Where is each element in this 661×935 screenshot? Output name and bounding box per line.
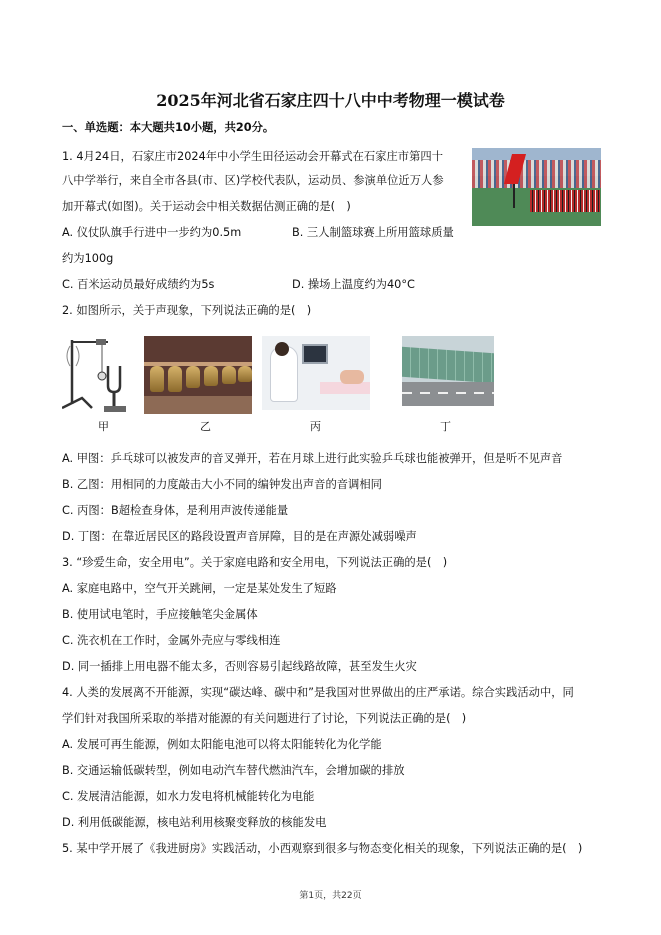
q2-stem: 2. 如图所示，关于声现象，下列说法正确的是( ) bbox=[62, 304, 312, 317]
figure-label-bing: 丙 bbox=[310, 420, 321, 433]
q4-option-a: A. 发展可再生能源，例如太阳能电池可以将太阳能转化为化学能 bbox=[62, 738, 382, 751]
q3-option-c: C. 洗衣机在工作时，金属外壳应与零线相连 bbox=[62, 634, 281, 647]
q1-option-c: C. 百米运动员最好成绩约为5s bbox=[62, 278, 215, 291]
q1-option-d: D. 操场上温度约为40°C bbox=[292, 278, 415, 291]
q3-stem: 3. “珍爱生命，安全用电”。关于家庭电路和安全用电，下列说法正确的是( ) bbox=[62, 556, 448, 569]
q4-stem-line2: 学们针对我国所采取的举措对能源的有关问题进行了讨论，下列说法正确的是( ) bbox=[62, 712, 467, 725]
figure-label-jia: 甲 bbox=[98, 420, 109, 433]
page-footer: 第1页，共22页 bbox=[299, 891, 362, 901]
q4-option-c: C. 发展清洁能源，如水力发电将机械能转化为电能 bbox=[62, 790, 315, 803]
q2-option-d: D. 丁图：在靠近居民区的路段设置声音屏障，目的是在声源处减弱噪声 bbox=[62, 530, 417, 543]
q2-option-a: A. 甲图：乒乓球可以被发声的音叉弹开，若在月球上进行此实验乒乓球也能被弹开，但是听不见声音 bbox=[62, 452, 563, 465]
sound-barrier-figure bbox=[402, 336, 494, 406]
figure-label-ding: 丁 bbox=[440, 420, 451, 433]
q1-option-a: A. 仪仗队旗手行进中一步约为0.5m bbox=[62, 226, 242, 239]
q1-option-b: B. 三人制篮球赛上所用篮球质量 bbox=[292, 226, 454, 239]
q4-option-b: B. 交通运输低碳转型，例如电动汽车替代燃油汽车，会增加碳的排放 bbox=[62, 764, 405, 777]
page-title: 2025年河北省石家庄四十八中中考物理一模试卷 bbox=[156, 91, 505, 110]
section-header: 一、单选题：本大题共10小题，共20分。 bbox=[62, 121, 275, 134]
q4-stem-line1: 4. 人类的发展离不开能源，实现“碳达峰、碳中和”是我国对世界做出的庄严承诺。综合实践活动中，同 bbox=[62, 686, 574, 699]
q5-stem: 5. 某中学开展了《我进厨房》实践活动，小西观察到很多与物态变化相关的现象，下列说法正确的是( ) bbox=[62, 842, 583, 855]
sports-meet-photo bbox=[472, 148, 601, 226]
q4-option-d: D. 利用低碳能源，核电站利用核聚变释放的核能发电 bbox=[62, 816, 327, 829]
q3-option-b: B. 使用试电笔时，手应接触笔尖金属体 bbox=[62, 608, 258, 621]
q1-line2: 八中学举行，来自全市各县(市、区)学校代表队，运动员、参演单位近万人参 bbox=[62, 174, 444, 187]
q3-option-a: A. 家庭电路中，空气开关跳闸，一定是某处发生了短路 bbox=[62, 582, 337, 595]
q3-option-d: D. 同一插排上用电器不能太多，否则容易引起线路故障，甚至发生火灾 bbox=[62, 660, 417, 673]
q2-option-c: C. 丙图：B超检查身体，是利用声波传递能量 bbox=[62, 504, 289, 517]
q2-option-b: B. 乙图：用相同的力度敲击大小不同的编钟发出声音的音调相同 bbox=[62, 478, 382, 491]
tuning-fork-figure bbox=[62, 336, 132, 418]
figure-label-yi: 乙 bbox=[200, 420, 211, 433]
ultrasound-figure bbox=[262, 336, 370, 410]
q1-option-b-cont: 约为100g bbox=[62, 252, 114, 265]
bianzhong-bells-figure bbox=[144, 336, 252, 414]
q1-line3: 加开幕式(如图)。关于运动会中相关数据估测正确的是( ) bbox=[62, 200, 351, 213]
q1-line1: 1. 4月24日，石家庄市2024年中小学生田径运动会开幕式在石家庄市第四十 bbox=[62, 150, 443, 163]
